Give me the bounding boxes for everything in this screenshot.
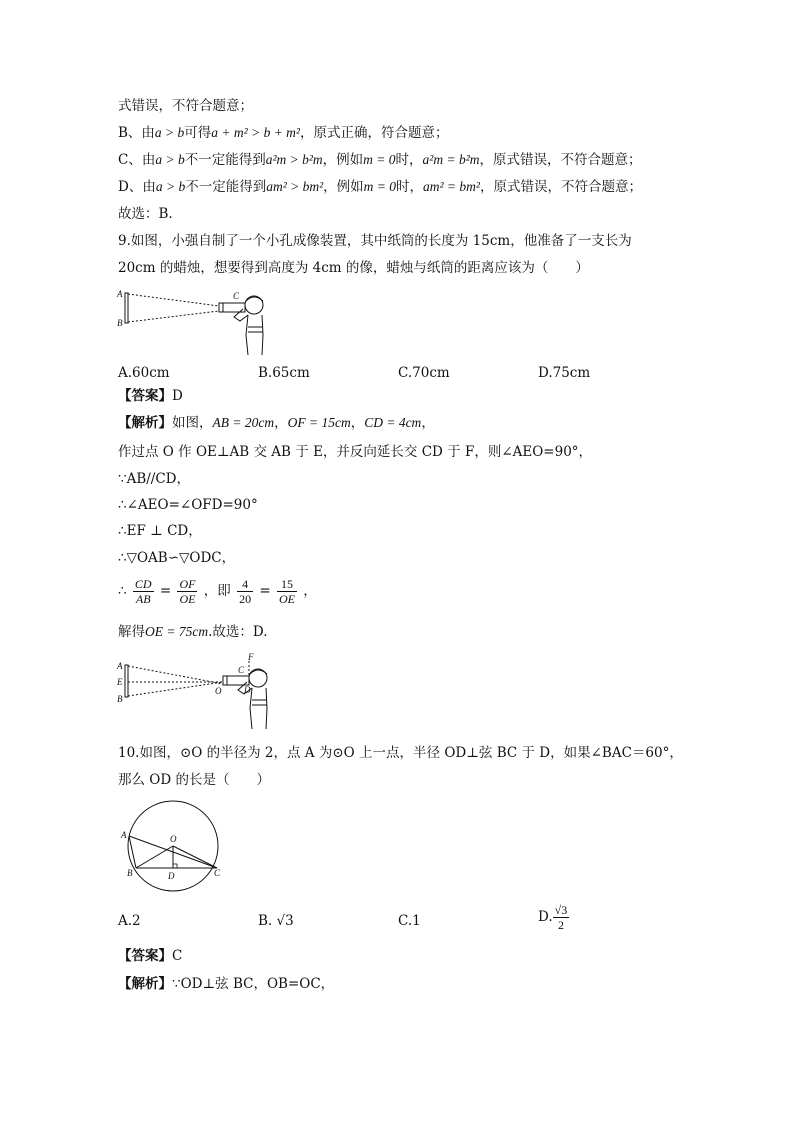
- q9-answer: 【答案】D: [118, 388, 183, 404]
- q9-option-d: D.75cm: [538, 365, 591, 381]
- q9-analysis-7: ∴ $\frac{CD}{AB}$ = $\frac{OF}{OE}$ ，即 $\frac{4}{20}$ = $\frac{15}{OE}$ ，: [118, 577, 317, 606]
- q9s-label-e: E: [117, 677, 123, 687]
- q10-label-o: O: [170, 834, 177, 844]
- fraction-cd-ab: $\frac{CD}{AB}$: [134, 577, 152, 606]
- q9s-label-f: F: [248, 652, 254, 662]
- q10-stem-1: 10.如图，⊙O 的半径为 2，点 A 为⊙O 上一点，半径 OD⊥弦 BC 于 D，如果∠BAC＝60°，: [118, 745, 683, 761]
- q9-option-a: A.60cm: [118, 365, 170, 381]
- q10-analysis-1: 【解析】∵OD⊥弦 BC，OB=OC，: [118, 976, 335, 992]
- line-option-c: C、由a > b不一定能得到a²m > b²m，例如m = 0时，a²m = b²m，原式错误，不符合题意；: [118, 152, 642, 168]
- q9-analysis-3: ∵AB//CD，: [118, 471, 191, 487]
- fraction-15-oe: $\frac{15}{OE}$: [278, 577, 295, 606]
- q10-option-c: C.1: [398, 913, 421, 929]
- fraction-4-20: $\frac{4}{20}$: [239, 577, 252, 606]
- q9-figure: [116, 285, 276, 357]
- q10-figure: [116, 800, 232, 895]
- q9-analysis-5: ∴EF ⊥ CD，: [118, 523, 202, 539]
- q10-option-a: A.2: [118, 913, 141, 929]
- q9-label-b: B: [117, 318, 123, 328]
- q10-label-a: A: [121, 830, 127, 840]
- q9-analysis-8: 解得OE = 75cm.故选：D.: [118, 624, 268, 640]
- line-option-d: D、由a > b不一定能得到am² > bm²，例如m = 0时，am² = bm²，原式错误，不符合题意；: [118, 179, 642, 195]
- q9-option-b: B.65cm: [258, 365, 310, 381]
- q10-stem-2: 那么 OD 的长是（ ）: [118, 772, 270, 788]
- q9s-label-b: B: [117, 694, 123, 704]
- line-option-b: B、由a > b可得a + m² > b + m²，原式正确，符合题意；: [118, 125, 449, 141]
- fraction-of-oe: $\frac{OF}{OE}$: [179, 577, 196, 606]
- q9-option-c: C.70cm: [398, 365, 450, 381]
- q9-stem-2: 20cm 的蜡烛，想要得到高度为 4cm 的像，蜡烛与纸筒的距离应该为（ ）: [118, 260, 589, 276]
- line-choose-b: 故选：B.: [118, 206, 173, 222]
- q10-label-c: C: [214, 868, 221, 878]
- q10-option-b: B. √3: [258, 913, 294, 929]
- q9s-label-d: D: [244, 685, 251, 695]
- q9-solution-figure: [116, 651, 276, 731]
- q9-label-c: C: [233, 291, 240, 301]
- q10-label-b: B: [127, 868, 133, 878]
- q9-analysis-1: 【解析】如图，AB = 20cm，OF = 15cm，CD = 4cm，: [118, 415, 435, 431]
- q9-label-a: A: [117, 289, 123, 299]
- q10-label-d: D: [168, 871, 175, 881]
- q9-analysis-6: ∴▽OAB∽▽ODC，: [118, 550, 236, 566]
- q9-analysis-2: 作过点 O 作 OE⊥AB 交 AB 于 E，并反向延长交 CD 于 F，则∠AEO=90°，: [118, 444, 593, 460]
- q10-option-d: D. $\frac{√3}{2}$: [538, 903, 568, 932]
- q9-analysis-4: ∴∠AEO=∠OFD=90°: [118, 497, 258, 513]
- q10-answer: 【答案】C: [118, 948, 183, 964]
- q9s-label-c: C: [238, 665, 245, 675]
- q9s-label-a: A: [117, 661, 123, 671]
- q9-stem-1: 9.如图，小强自制了一个小孔成像装置，其中纸筒的长度为 15cm，他准备了一支长为: [118, 233, 632, 249]
- line-1: 式错误，不符合题意；: [118, 98, 253, 114]
- q9s-label-o: O: [215, 686, 222, 696]
